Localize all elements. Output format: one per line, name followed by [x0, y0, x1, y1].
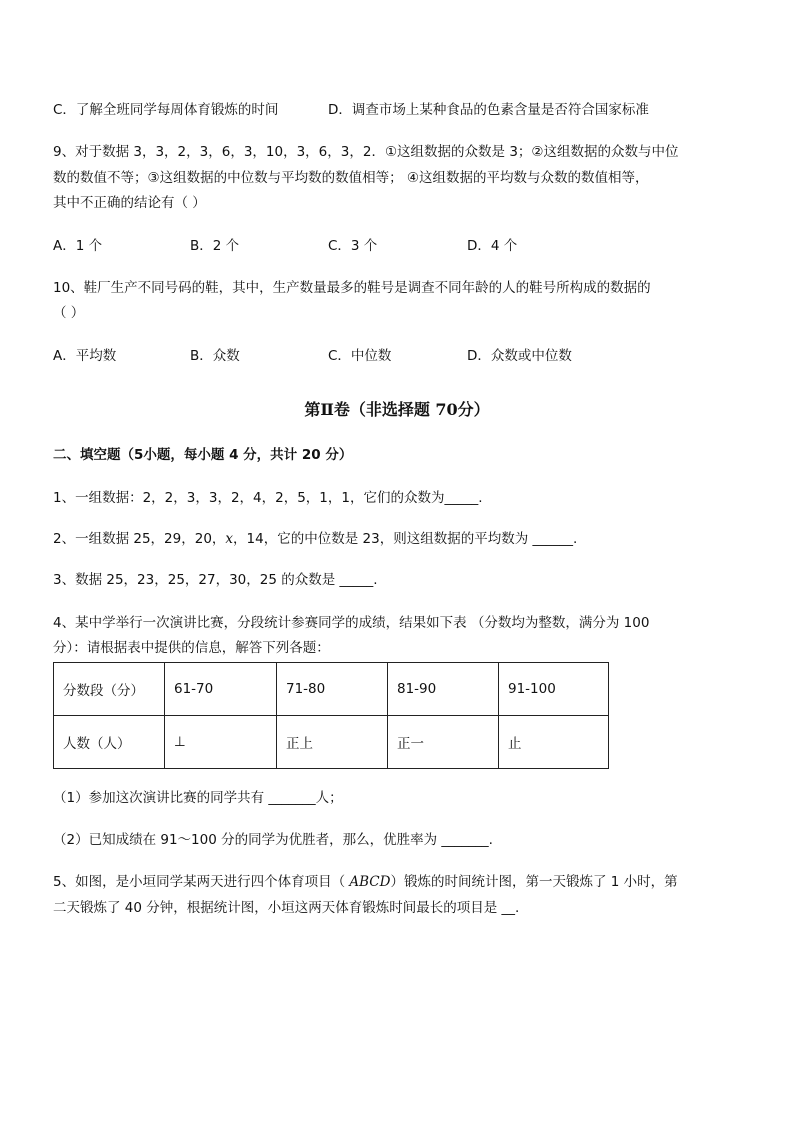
score-table-count-row — [54, 716, 609, 769]
q8-choice-c: C．了解全班同学每周体育锻炼的时间 — [53, 102, 279, 118]
fill-q5-part-b: ）锻炼的时间统计图，第一天锻炼了 1 小时，第 — [390, 874, 678, 890]
tally-cell: ⊥ — [165, 716, 277, 769]
fill-q1: 1、一组数据：2，2，3，3，2，4，2，5，1，1，它们的众数为_____. — [53, 490, 483, 506]
tally-cell: 正上 — [277, 716, 388, 769]
score-range-cell: 91-100 — [499, 663, 609, 716]
q10-choice-b: B．众数 — [190, 348, 240, 364]
score-range-cell: 71-80 — [277, 663, 388, 716]
tally-cell: 止 — [499, 716, 609, 769]
score-table-header-label: 分数段（分） — [54, 663, 165, 716]
part-2-title: 第Ⅱ卷（非选择题 70分） — [304, 400, 490, 419]
q10-line-2: （ ） — [53, 305, 85, 321]
fill-q2 — [53, 530, 577, 548]
fill-q3: 3、数据 25，23，25，27，30，25 的众数是 _____. — [53, 572, 378, 588]
fill-q2-part-a: 2、一组数据 25，29，20， — [53, 531, 226, 547]
q8-choice-d: D．调查市场上某种食品的色素含量是否符合国家标准 — [328, 102, 649, 118]
fill-q5-variable: ABCD — [349, 874, 391, 890]
fill-q5-line-2: 二天锻炼了 40 分钟，根据统计图，小垣这两天体育锻炼时间最长的项目是 __. — [53, 900, 520, 916]
score-range-cell: 61-70 — [165, 663, 277, 716]
q10-line-1: 10、鞋厂生产不同号码的鞋，其中，生产数量最多的鞋号是调查不同年龄的人的鞋号所构成的数据的 — [53, 280, 651, 296]
fill-q2-part-b: ，14，它的中位数是 23，则这组数据的平均数为 ______. — [233, 531, 578, 547]
q9-choice-b: B．2 个 — [190, 238, 240, 254]
score-table-header-row — [54, 663, 609, 716]
fill-q4-line-1: 4、某中学举行一次演讲比赛，分段统计参赛同学的成绩，结果如下表 （分数均为整数，满分为 100 — [53, 615, 650, 631]
tally-cell: 正一 — [388, 716, 499, 769]
fill-q2-variable: x — [225, 531, 234, 547]
q9-line-3: 其中不正确的结论有（ ） — [53, 195, 206, 211]
q9-choice-a: A．1 个 — [53, 238, 103, 254]
q9-choice-c: C．3 个 — [328, 238, 378, 254]
fill-q4-sub-1: （1）参加这次演讲比赛的同学共有 _______人； — [53, 790, 343, 806]
q9-line-2: 数的数值不等；③这组数据的中位数与平均数的数值相等； ④这组数据的平均数与众数的数值相等， — [53, 170, 649, 186]
fill-q5-part-a: 5、如图，是小垣同学某两天进行四个体育项目（ — [53, 874, 350, 890]
fill-q4-sub-2: （2）已知成绩在 91～100 分的同学为优胜者，那么，优胜率为 _______. — [53, 832, 493, 848]
score-table — [53, 662, 609, 769]
q10-choice-d: D．众数或中位数 — [467, 348, 572, 364]
fill-q5-line-1 — [53, 873, 678, 891]
q10-choice-a: A．平均数 — [53, 348, 117, 364]
q10-choice-c: C．中位数 — [328, 348, 392, 364]
q9-choice-d: D．4 个 — [467, 238, 518, 254]
section-2-heading: 二、填空题（5小题，每小题 4 分，共计 20 分） — [53, 447, 353, 463]
q9-line-1: 9、对于数据 3，3，2，3，6，3，10，3，6，3，2．①这组数据的众数是 3；②这组数据的众数与中位 — [53, 144, 679, 160]
score-table-count-label: 人数（人） — [54, 716, 165, 769]
fill-q4-line-2: 分）：请根据表中提供的信息，解答下列各题： — [53, 640, 330, 656]
score-range-cell: 81-90 — [388, 663, 499, 716]
